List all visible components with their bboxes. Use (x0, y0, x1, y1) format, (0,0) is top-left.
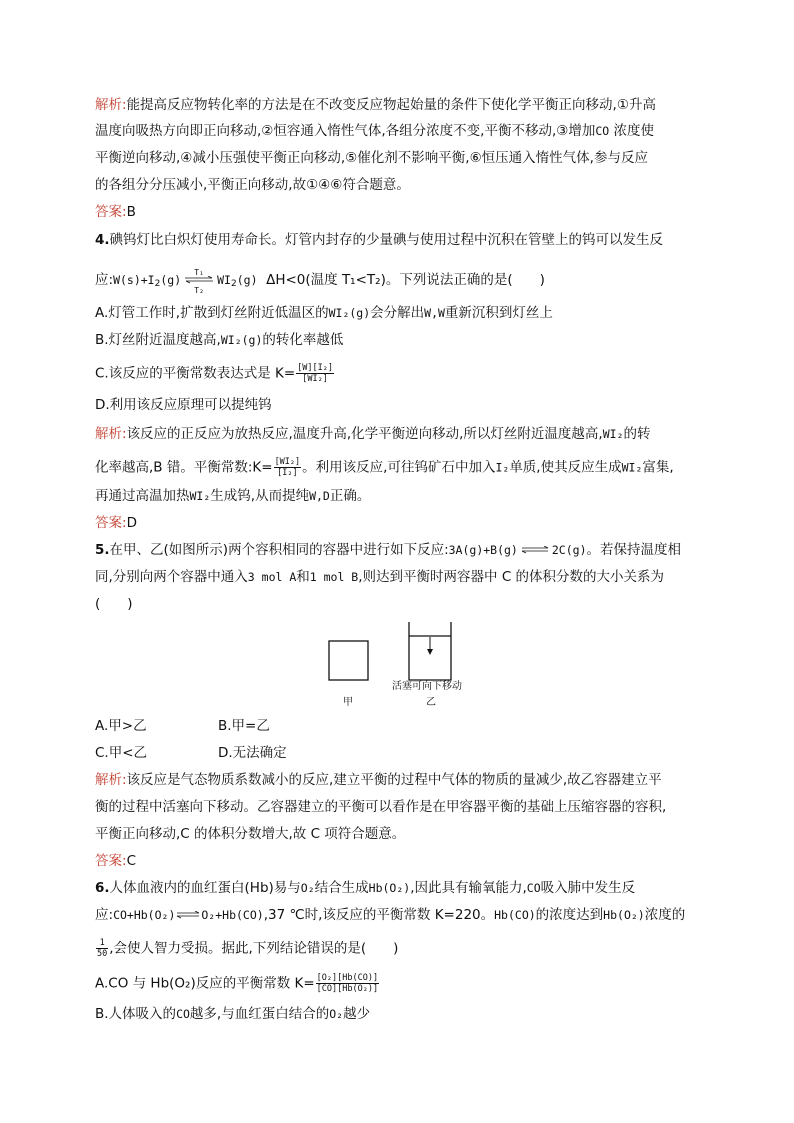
q5-analysis-line-1: 解析:该反应是气态物质系数减小的反应,建立平衡的过程中气体的物质的量减少,故乙容器建立平 (95, 772, 662, 788)
q5-option-b: B.甲=乙 (218, 718, 270, 734)
q4-option-d: D.利用该反应原理可以提纯钨 (95, 397, 272, 413)
reversible-arrow-icon: T₁ T₂ (184, 273, 214, 287)
q6-stem-line-3: $\frac{1}{50}$ ,会使人智力受损。据此,下列结论错误的是( ) (97, 938, 399, 959)
down-arrow-head-icon (427, 649, 433, 655)
q3-analysis-line-4: 的各组分分压减小,平衡正向移动,故①④⑥符合题意。 (95, 177, 410, 193)
analysis-label: 解析: (95, 97, 127, 113)
q4-stem-line-2: 应$:W(s)+I_2(g)$ T₁ T₂ $WI_2(g)$ ΔH<0(温度 T₁<T₂)。下列说法正确的是( ) (95, 268, 545, 295)
q4-option-b: B.灯丝附近温度越高,WI₂(g)的转化率越低 (95, 332, 344, 348)
q5-option-c: C.甲<乙 (95, 745, 148, 761)
q3-analysis-line-2: 温度向吸热方向即正向移动,②恒容通入惰性气体,各组分浓度不变,平衡不移动,③增加CO 浓度使 (95, 123, 655, 139)
label-jia: 甲 (343, 697, 353, 708)
analysis-label: 解析: (95, 772, 127, 788)
question-number: 4. (95, 232, 110, 248)
fraction: $\frac{1}{50}$ (97, 938, 108, 959)
q5-stem-line-3: ( ) (95, 596, 133, 612)
q5-answer: 答案:C (95, 853, 136, 869)
piston-caption: 活塞可向下移动 (392, 681, 462, 692)
q4-option-c: C.该反应的平衡常数表达式是 K= $\frac{\text{[W][I₂]}}{\text{[WI₂]}}$ (95, 363, 334, 384)
question-number: 5. (95, 542, 110, 558)
q4-analysis-line-1: 解析:该反应的正反应为放热反应,温度升高,化学平衡逆向移动,所以灯丝附近温度越高,WI₂的转 (95, 426, 651, 442)
q5-stem-line-2: 同,分别向两个容器中通入3 mol A和1 mol B,则达到平衡时两容器中 C 的体积分数的大小关系为 (95, 569, 665, 585)
label-yi: 乙 (426, 697, 436, 708)
q3-analysis-line-3: 平衡逆向移动,④减小压强使平衡正向移动,⑤催化剂不影响平衡,⑥恒压通入惰性气体,参与反应 (95, 150, 648, 166)
q4-analysis-line-3: 再通过高温加热WI₂生成钨,从而提纯W,D正确。 (95, 488, 371, 504)
q4-stem-line-1: 4.碘钨灯比白炽灯使用寿命长。灯管内封存的少量碘与使用过程中沉积在管壁上的钨可以发生反 (95, 232, 664, 248)
q4-analysis-line-2: 化率越高,B 错。平衡常数:K= $\frac{\text{[WI₂]}}{\text{[I₂]}}$ 。利用该反应,可往钨矿石中加入I₂单质,使其反应生成WI₂富集, (95, 457, 674, 478)
container-jia (329, 641, 368, 680)
q5-option-a: A.甲>乙 (95, 718, 147, 734)
fraction: $\frac{\text{[W][I₂]}}{\text{[WI₂]}}$ (297, 363, 334, 384)
q5-analysis-line-3: 平衡正向移动,C 的体积分数增大,故 C 项符合题意。 (95, 826, 406, 842)
q3-analysis-line-1: 解析:能提高反应物转化率的方法是在不改变反应物起始量的条件下使化学平衡正向移动,①升高 (95, 97, 656, 113)
equilibrium-arrow-icon (176, 908, 200, 922)
q6-stem-line-2: 应:CO+Hb(O₂) O₂+Hb(CO),37 ℃时,该反应的平衡常数 K=220。Hb(CO)的浓度达到Hb(O₂)浓度的 (95, 907, 686, 923)
fraction: $\frac{\text{[WI₂]}}{\text{[I₂]}}$ (274, 457, 301, 478)
q3-answer: 答案:B (95, 204, 136, 220)
q5-stem-line-1: 5.在甲、乙(如图所示)两个容积相同的容器中进行如下反应:3A(g)+B(g) 2C(g)。若保持温度相 (95, 542, 681, 558)
q4-answer: 答案:D (95, 515, 137, 531)
q6-option-a: A.CO 与 Hb(O₂)反应的平衡常数 K= $\frac{\text{[O₂][Hb(CO)]}}{\text{[CO][Hb(O₂)]}}$ (95, 973, 379, 994)
equilibrium-arrow-icon (521, 543, 549, 557)
fraction: $\frac{\text{[O₂][Hb(CO)]}}{\text{[CO][Hb(O₂)]}}$ (316, 973, 379, 994)
q6-stem-line-1: 6.人体血液内的血红蛋白(Hb)易与O₂结合生成Hb(O₂),因此具有输氧能力,CO吸入肺中发生反 (95, 880, 636, 896)
question-number: 6. (95, 880, 110, 896)
q5-analysis-line-2: 衡的过程中活塞向下移动。乙容器建立的平衡可以看作是在甲容器平衡的基础上压缩容器的容积, (95, 799, 667, 815)
q6-option-b: B.人体吸入的CO越多,与血红蛋白结合的O₂越少 (95, 1006, 371, 1022)
analysis-label: 解析: (95, 426, 127, 442)
q5-option-d: D.无法确定 (218, 745, 287, 761)
q4-option-a: A.灯管工作时,扩散到灯丝附近低温区的WI₂(g)会分解出W,W重新沉积到灯丝上 (95, 305, 553, 321)
